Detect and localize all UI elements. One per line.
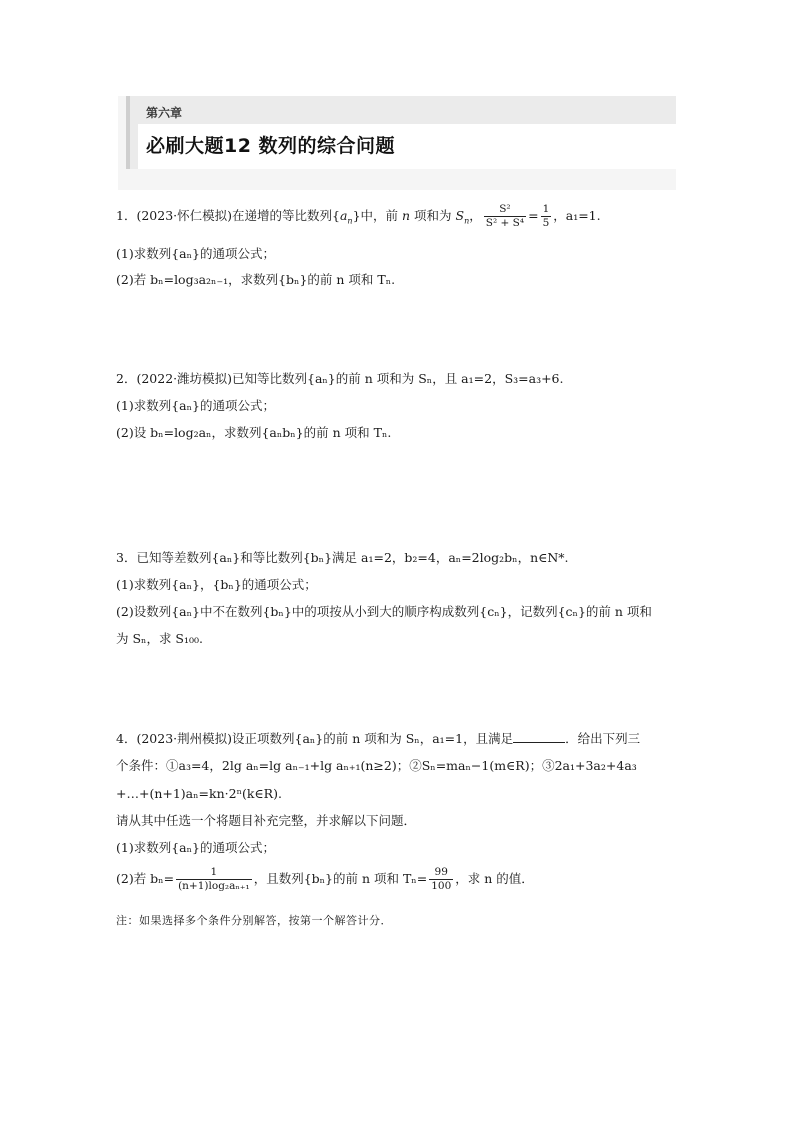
problem-4-conditions: 个条件：①a₃=4，2lg aₙ=lg aₙ₋₁+lg aₙ₊₁(n≥2)；②Sₙ=maₙ−1(m∈R)；③2a₁+3a₂+4a₃ [116,758,637,773]
problem-4-intro: 4．(2023·荆州模拟)设正项数列{aₙ}的前 n 项和为 Sₙ，a₁=1，且满足 ．给出下列三 [116,731,641,746]
problem-1-part-1: (1)求数列{aₙ}的通项公式； [116,246,275,261]
problem-3-part-1: (1)求数列{aₙ}，{bₙ}的通项公式； [116,577,317,592]
problem-2-part-1: (1)求数列{aₙ}的通项公式； [116,398,275,413]
problem-1-part-2: (2)若 bₙ=log₃a₂ₙ₋₁，求数列{bₙ}的前 n 项和 Tₙ. [116,272,396,287]
answer-blank [513,730,565,743]
fraction-one-fifth: $\frac{1}{5}$ [542,203,550,229]
problem-2-part-2: (2)设 bₙ=log₂aₙ，求数列{aₙbₙ}的前 n 项和 Tₙ. [116,425,392,440]
problem-3-part-2-line-2: 为 Sₙ，求 S₁₀₀. [116,631,203,646]
problem-4-note: 注：如果选择多个条件分别解答，按第一个解答计分． [116,914,392,927]
chapter-label: 第六章 [146,106,183,120]
problem-4-part-1: (1)求数列{aₙ}的通项公式； [116,840,275,855]
problem-4-conditions-cont: +…+(n+1)aₙ=kn·2ⁿ(k∈R). [116,786,282,801]
fraction-99-100: $\frac{99}{100}$ [431,866,452,892]
problem-3-intro: 3．已知等差数列{aₙ}和等比数列{bₙ}满足 a₁=2，b₂=4，aₙ=2log₂bₙ，n∈N*. [116,550,569,565]
page-title: 必刷大题12 数列的综合问题 [146,135,396,157]
fraction-bn: $\frac{1}{\text{(n+1)log₂aₙ₊₁}}$ [178,866,250,892]
problem-1-intro: 1．(2023·怀仁模拟)在递增的等比数列$\{a_n\}$中，前 n 项和为 $S_n$， $\frac{\text{S²}}{\text{S² + S⁴}}$ = $\frac{1}{5}$ ，a₁=1. [116,203,601,229]
problem-3-part-2-line-1: (2)设数列{aₙ}中不在数列{bₙ}中的项按从小到大的顺序构成数列{cₙ}，记数列{cₙ}的前 n 项和 [116,604,652,619]
fraction-s2: $\frac{\text{S²}}{\text{S² + S⁴}}$ [485,203,525,229]
problem-4-part-2: (2)若 bₙ= $\frac{1}{\text{(n+1)log₂aₙ₊₁}}$ ，且数列{bₙ}的前 n 项和 Tₙ= $\frac{99}{100}$ ，求 n 的值． [116,866,534,892]
problem-2-intro: 2．(2022·潍坊模拟)已知等比数列{aₙ}的前 n 项和为 Sₙ，且 a₁=2，S₃=a₃+6. [116,371,564,386]
problem-4-instruction: 请从其中任选一个将题目补充完整，并求解以下问题． [116,813,417,828]
